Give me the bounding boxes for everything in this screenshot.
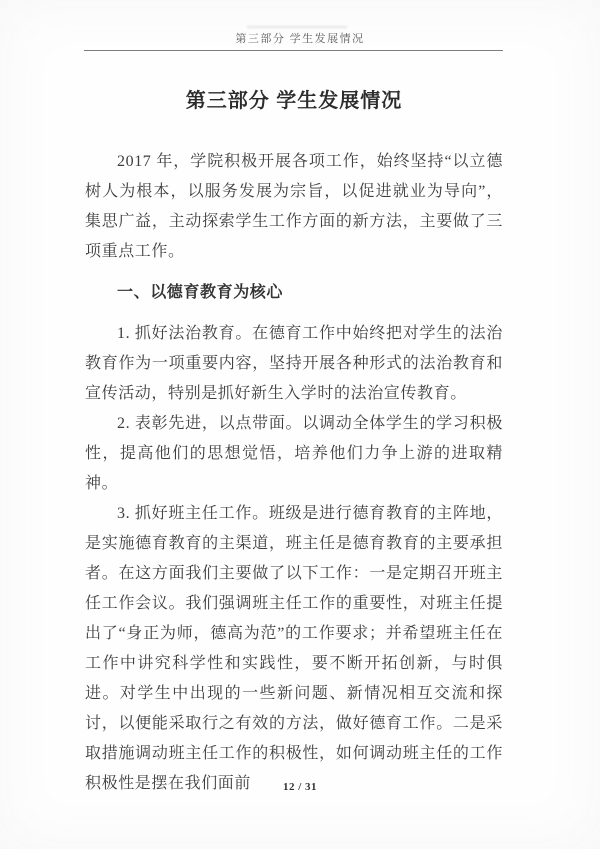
document-content [85, 86, 503, 799]
header-divider-line [84, 50, 503, 51]
running-head-text: 第三部分 学生发展情况 [235, 33, 365, 45]
paragraph-intro-2017: 2017 年，学院积极开展各项工作，始终坚持“以立德树人为根本，以服务发展为宗旨，以促进就业为导向”，集思广益，主动探索学生工作方面的新方法，主要做了三项重点工作。 [85, 153, 503, 260]
paragraph-law-education: 1. 抓好法治教育。在德育工作中始终把对学生的法治教育作为一项重要内容，坚持开展各种形式的法治教育和宣传活动，特别是抓好新生入学时的法治宣传教育。 [85, 325, 503, 402]
page-footer [0, 781, 600, 793]
paragraph-class-teacher-work: 3. 抓好班主任工作。班级是进行德育教育的主阵地，是实施德育教育的主渠道，班主任是德育教育的主要承担者。在这方面我们主要做了以下工作：一是定期召开班主任工作会议。我们强调班主任工作的重要性，对班主任提出了“身正为师，德高为范”的工作要求；并希望班主任在工作中讲究科学性和实践性，要不断开拓创新，与时俱进。对学生中出现的一些新问题、新情况相互交流和探讨，以便能采取行之有效的方法，做好德育工作。二是采取措施调动班主任工作的积极性，如何调动班主任的工作积极性是摆在我们面前 [85, 505, 503, 792]
scan-artifact [247, 26, 347, 28]
page-number: 12 / 31 [282, 781, 318, 793]
running-head [0, 30, 600, 46]
paragraph-commend-advanced: 2. 表彰先进，以点带面。以调动全体学生的学习积极性，提高他们的思想觉悟，培养他们力争上游的进取精神。 [85, 415, 503, 492]
page-title: 第三部分 学生发展情况 [185, 90, 403, 112]
section-heading-moral-education: 一、以德育教育为核心 [117, 284, 284, 301]
